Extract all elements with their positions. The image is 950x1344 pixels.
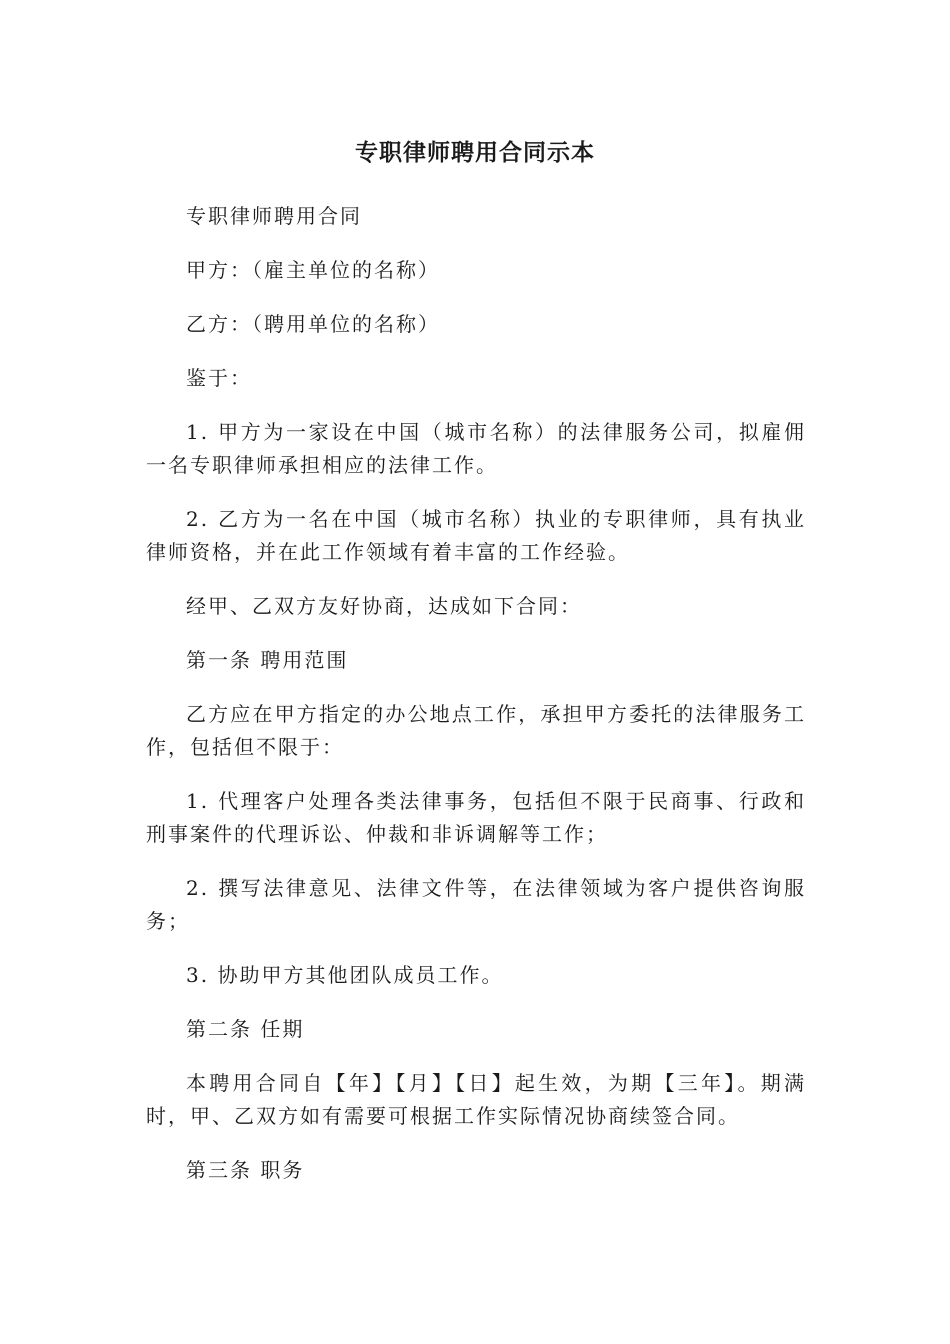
article-1-item-2: 2. 撰写法律意见、法律文件等，在法律领域为客户提供咨询服务；	[146, 876, 806, 933]
article-1-heading: 第一条 聘用范围	[186, 648, 349, 672]
paragraph-party-a: 甲方：（雇主单位的名称）	[186, 258, 440, 282]
article-2-heading: 第二条 任期	[186, 1017, 305, 1041]
paragraph-whereas-1: 1. 甲方为一家设在中国（城市名称）的法律服务公司，拟雇佣一名专职律师承担相应的法律工作。	[146, 420, 806, 477]
paragraph-party-b: 乙方：（聘用单位的名称）	[186, 312, 440, 336]
paragraph-whereas-2: 2. 乙方为一名在中国（城市名称）执业的专职律师，具有执业律师资格，并在此工作领域有着丰富的工作经验。	[146, 507, 806, 564]
article-1-intro: 乙方应在甲方指定的办公地点工作，承担甲方委托的法律服务工作，包括但不限于：	[146, 702, 806, 759]
document-title: 专职律师聘用合同示本	[355, 140, 595, 166]
paragraph-contract-heading: 专职律师聘用合同	[186, 204, 362, 228]
article-2-body: 本聘用合同自【年】【月】【日】起生效，为期【三年】。期满时，甲、乙双方如有需要可根据工作实际情况协商续签合同。	[146, 1071, 806, 1128]
paragraph-whereas: 鉴于：	[186, 366, 252, 390]
article-3-heading: 第三条 职务	[186, 1158, 305, 1182]
article-1-item-3: 3. 协助甲方其他团队成员工作。	[186, 963, 504, 987]
article-1-item-1: 1. 代理客户处理各类法律事务，包括但不限于民商事、行政和刑事案件的代理诉讼、仲裁和非诉调解等工作；	[146, 789, 806, 846]
document-body	[146, 200, 806, 1208]
paragraph-agreement: 经甲、乙双方友好协商，达成如下合同：	[186, 594, 582, 618]
